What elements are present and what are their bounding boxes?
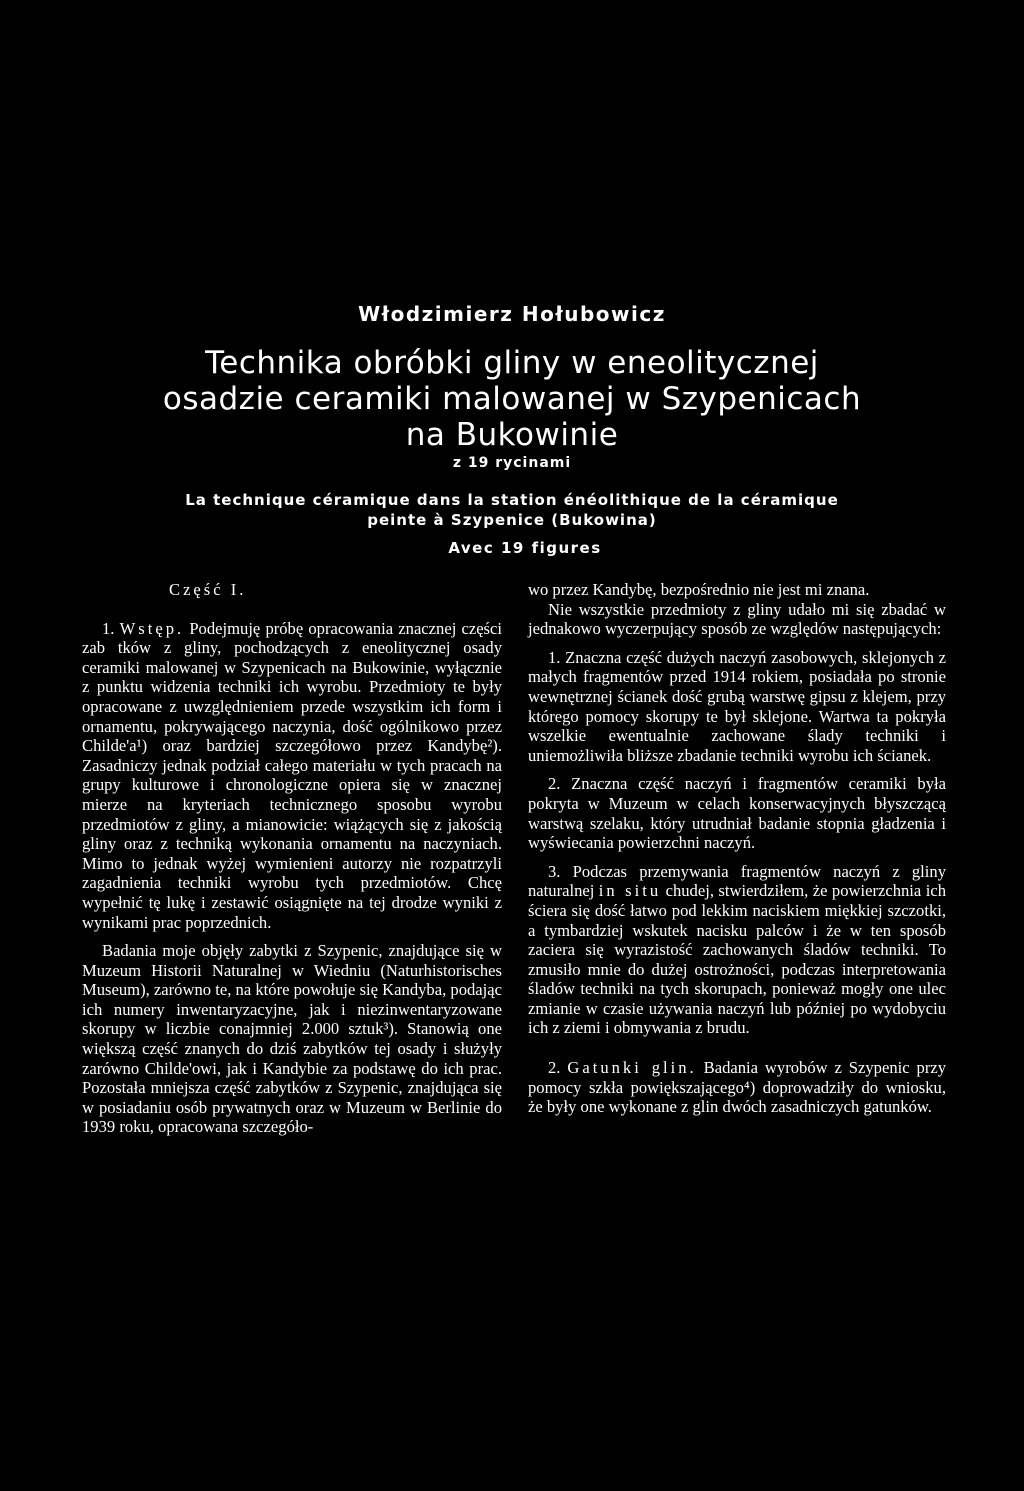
paragraph-text: chudej, stwierdziłem, że powierzchnia ich ściera się dość łatwo pod lekkim naciskiem miękkiej szczotki, a tymbardziej wskutek nacisku palców i że w ten sposób zaciera się wyrazistość zachowanych śladów techniki. To zmusiło mnie do dużej ostrożności, podczas interpretowania śladów techniki na tych skorupach, ponieważ mogły one ulec zmianie w czasie używania naczyń lub później po wydobyciu ich z ziemi i obmywania z brudu. — [528, 881, 946, 1038]
paragraph: Badania moje objęły zabytki z Szypenic, znajdujące się w Muzeum Historii Naturalnej w Wiedniu (Naturhistorisches Museum), zarówno te, na które powołuje się Kandyba, podając ich numery inwentaryzacyjne, jak i niezinwentaryzowane skorupy w liczbie conajmniej 2.000 sztuk³). Stanowią one większą część znanych do dziś zabytków tej osady i służyły zarówno Childe'owi, jak i Kandybie za podstawę do ich prac. Pozostała mniejsza część zabytków z Szypenic, znajdująca się w posiadaniu osób prywatnych oraz w Muzeum w Berlinie do 1939 roku, opracowana szczegóło- — [82, 941, 502, 1137]
title-line: osadzie ceramiki malowanej w Szypenicach — [162, 381, 862, 417]
author-name: Włodzimierz Hołubowicz — [358, 302, 666, 326]
french-subtitle: Avec 19 figures — [448, 539, 602, 557]
list-paragraph — [528, 862, 946, 1038]
french-title — [7, 490, 1017, 530]
paragraph-text: Badania wyrobów z Szypenic przy pomocy szkła powiększającego⁴) doprowadziły do wniosku, że były one wykonane z glin dwóch zasadniczych gatunków. — [528, 1058, 947, 1117]
title-line: na Bukowinie — [405, 417, 619, 453]
left-column — [82, 580, 502, 1137]
paragraph: wo przez Kandybę, bezpośrednio nie jest mi znana. — [528, 580, 870, 599]
right-column — [528, 580, 946, 1117]
french-title-line: peinte à Szypenice (Bukowina) — [367, 511, 657, 529]
section-paragraph — [528, 1058, 946, 1117]
paragraph: Nie wszystkie przedmioty z gliny udało mi się zbadać w jednakowo wyczerpujący sposób ze względów następujących: — [528, 599, 946, 639]
section-label: Gatunki glin. — [567, 1058, 697, 1078]
article-subtitle: z 19 rycinami — [452, 455, 572, 471]
paragraph-text: 3. Podczas przemywania fragmentów naczyń z gliny naturalnej — [528, 861, 946, 901]
french-title-line: La technique céramique dans la station énéolithique de la céramique — [185, 491, 839, 509]
paragraph-text: Podejmuję próbę opracowania znacznej części zab tków z gliny, pochodzących z eneolitycznej osady ceramiki malowanej w Szypenicach na Bukowinie, wyłącznie z punktu widzenia techniki ich wyrobu. Przedmioty te były opracowane z uwzględnieniem przede wszystkim ich form i ornamentu, pokrywającego naczynia, dość ogólnikowo przez Childe'a¹) oraz bardziej szczegółowo przez Kandybę²). Zasadniczy jednak podział całego materiału w tych pracach na grupy kulturowe i chronologiczne opiera się w znacznej mierze na kryteriach technicznego sposobu wyrobu przedmiotów z gliny, a mianowicie: wiążących się z jakością gliny oraz z techniką wykonania ornamentu na naczyniach. Mimo to jednak wyżej wymienieni autorzy nie rozpatrzyli zagadnienia techniki wyrobu tych przedmiotów. Chcę wypełnić tę lukę i zestawić osiągnięte na tej drodze wyniki z wynikami prac poprzednich. — [82, 618, 502, 932]
section-paragraph — [82, 619, 502, 933]
section-number: 2. — [548, 1058, 561, 1078]
section-number: 1. — [102, 618, 115, 638]
list-paragraph: 2. Znaczna część naczyń i fragmentów ceramiki była pokryta w Muzeum w celach konserwacyjnych błyszczącą warstwą szelaku, który utrudniał badanie stopnia gładzenia i wyświecania powierzchni naczyń. — [528, 774, 946, 853]
article-title — [0, 345, 1024, 453]
list-paragraph: 1. Znaczna część dużych naczyń zasobowych, sklejonych z małych fragmentów przed 1914 rokiem, posiadała po stronie wewnętrznej ścianek dość grubą warstwę gipsu z klejem, przy którego pomocy skorupy te był sklejone. Wartwa ta pokryła wszelkie ewentualnie zachowane ślady techniki i uniemożliwiła bliższe zbadanie techniki wyrobu ich ścianek. — [528, 647, 946, 765]
part-heading: Część I. — [169, 580, 247, 599]
section-label: Wstęp. — [119, 618, 185, 638]
title-line: Technika obróbki gliny w eneolitycznej — [205, 345, 819, 381]
emphasis-text: in situ — [598, 881, 662, 901]
